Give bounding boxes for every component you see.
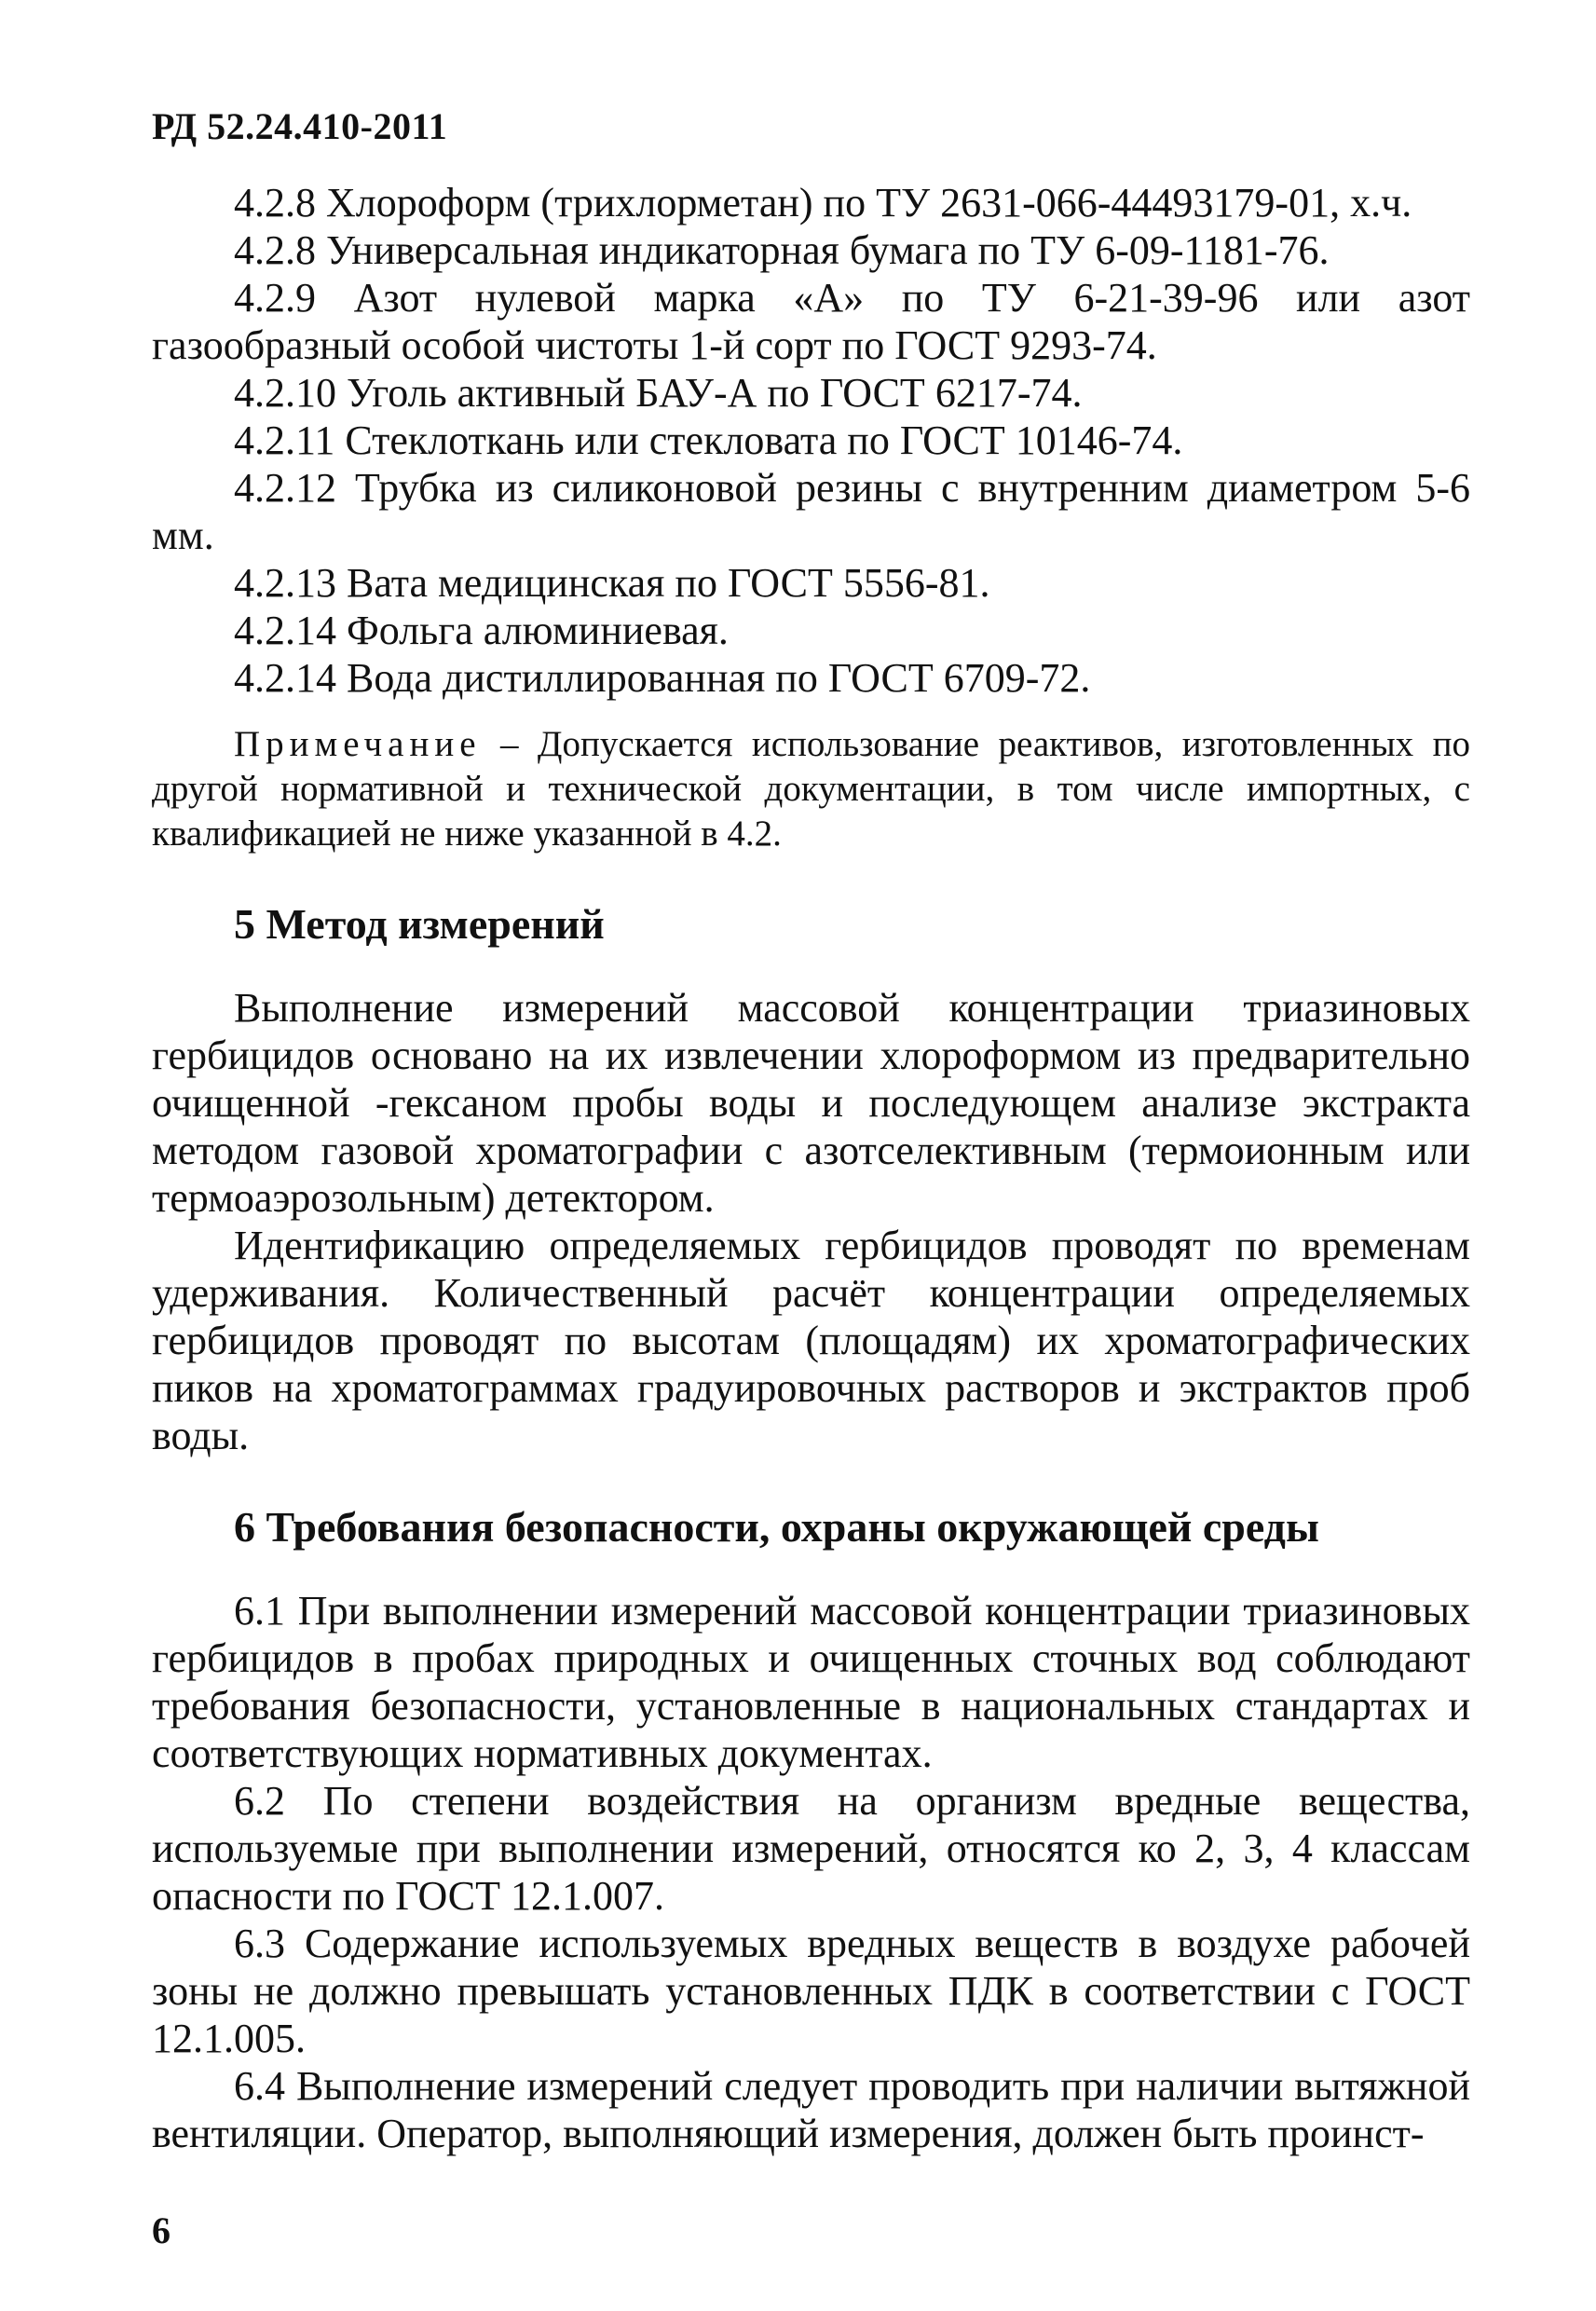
list-item-distilled-water: 4.2.14 Вода дистиллированная по ГОСТ 6709-72. xyxy=(234,655,1091,701)
section-6-heading: 6 Требования безопасности, охраны окружающей среды xyxy=(234,1503,1319,1551)
note-paragraph xyxy=(152,722,1470,856)
section-5-paragraph-2: Идентификацию определяемых гербицидов проводят по временам удерживания. Количественный расчёт концентрации определяемых гербицидов проводят по высотам (площадям) их хроматографических пиков на хроматограммах градуировочных растворов и экстрактов проб воды. xyxy=(152,1223,1470,1458)
list-item-indicator-paper: 4.2.8 Универсальная индикаторная бумага по ТУ 6-09-1181-76. xyxy=(234,227,1330,273)
list-item-silicone-tube: 4.2.12 Трубка из силиконовой резины с внутренним диаметром 5-6 мм. xyxy=(152,465,1470,558)
page-number: 6 xyxy=(152,2209,171,2251)
section-6-paragraph-2: 6.2 По степени воздействия на организм вредные вещества, используемые при выполнении измерений, относятся ко 2, 3, 4 классам опасности по ГОСТ 12.1.007. xyxy=(152,1778,1470,1919)
document-code-header: РД 52.24.410-2011 xyxy=(152,105,448,147)
section-6-paragraph-4: 6.4 Выполнение измерений следует проводить при наличии вытяжной вентиляции. Оператор, выполняющий измерения, должен быть проинст- xyxy=(152,2063,1470,2156)
list-item-nitrogen: 4.2.9 Азот нулевой марка «А» по ТУ 6-21-39-96 или азот газообразный особой чистоты 1-й сорт по ГОСТ 9293-74. xyxy=(152,275,1470,368)
note-text: – Допускается использование реактивов, изготовленных по другой нормативной и технической документации, в том числе импортных, с квалификацией не ниже указанной в 4.2. xyxy=(152,724,1470,854)
list-item-chloroform: 4.2.8 Хлороформ (трихлорметан) по ТУ 2631-066-44493179-01, х.ч. xyxy=(234,180,1412,226)
page-content xyxy=(152,179,1470,2157)
list-item-cotton-wool: 4.2.13 Вата медицинская по ГОСТ 5556-81. xyxy=(234,560,990,606)
list-item-fiberglass: 4.2.11 Стеклоткань или стекловата по ГОСТ 10146-74. xyxy=(234,417,1183,463)
section-6-paragraph-1: 6.1 При выполнении измерений массовой концентрации триазиновых гербицидов в пробах природных и очищенных сточных вод соблюдают требования безопасности, установленные в национальных стандартах и соответствующих нормативных документах. xyxy=(152,1588,1470,1776)
list-item-activated-carbon: 4.2.10 Уголь активный БАУ-А по ГОСТ 6217-74. xyxy=(234,370,1083,416)
section-6-paragraph-3: 6.3 Содержание используемых вредных веществ в воздухе рабочей зоны не должно превышать установленных ПДК в соответствии с ГОСТ 12.1.005. xyxy=(152,1921,1470,2061)
note-label: Примечание xyxy=(234,724,482,764)
section-5-paragraph-1: Выполнение измерений массовой концентрации триазиновых гербицидов основано на их извлечении хлороформом из предварительно очищенной -гексаном пробы воды и последующем анализе экстракта методом газовой хроматографии с азотселективным (термоионным или термоаэрозольным) детектором. xyxy=(152,985,1470,1221)
section-5-heading: 5 Метод измерений xyxy=(234,900,605,948)
list-item-aluminum-foil: 4.2.14 Фольга алюминиевая. xyxy=(234,608,729,653)
